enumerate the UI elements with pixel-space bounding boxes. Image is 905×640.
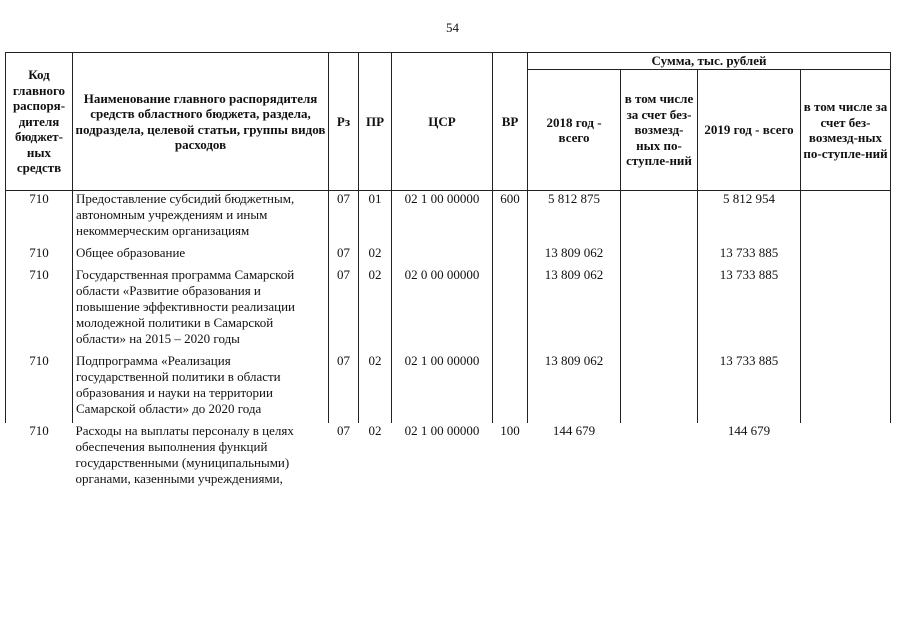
cell-code: 710 [6, 191, 73, 246]
cell-2019-free [801, 267, 891, 353]
cell-pr: 02 [359, 267, 392, 353]
cell-2019-free [801, 423, 891, 493]
cell-name: Общее образование [73, 245, 329, 267]
header-code: Код главного распоря-дителя бюджет-ных средств [6, 53, 73, 191]
cell-2019-total: 13 733 885 [698, 353, 801, 423]
cell-2018-total: 144 679 [552, 423, 596, 438]
header-2019-total: 2019 год - всего [698, 70, 801, 191]
cell-name: Государственная программа Самарской области «Развитие образования и повышение эффективности реализации молодежной политики в Самарской области» на 2015 – 2020 годы [73, 267, 329, 353]
cell-2018-total: 13 809 062 [528, 245, 621, 267]
cell-2019-total: 5 812 954 [698, 191, 801, 246]
page-number: 54 [446, 20, 459, 35]
cell-pr: 01 [359, 191, 392, 246]
header-pr: ПР [359, 53, 392, 191]
header-2018-total: 2018 год - всего [528, 70, 621, 191]
cell-2019-total: 13 733 885 [698, 245, 801, 267]
cell-csr: 02 0 00 00000 [392, 267, 493, 353]
cell-csr: 02 1 00 00000 [404, 423, 480, 438]
cell-2018-free [621, 423, 698, 493]
table-row [6, 191, 891, 246]
cell-2019-total: 144 679 [727, 423, 771, 438]
cell-2018-total: 13 809 062 [528, 267, 621, 353]
cell-code: 710 [6, 353, 73, 423]
cell-rz: 07 [329, 245, 359, 267]
cell-code: 710 [6, 267, 73, 353]
cell-vr [493, 267, 528, 353]
cell-rz: 07 [329, 267, 359, 353]
cell-pr: 02 [359, 245, 392, 267]
cell-name: Расходы на выплаты персоналу в целях обеспечения выполнения функций государственными (муниципальными) органами, казенными учреждениями, [75, 423, 294, 486]
table-row [6, 245, 891, 267]
cell-2018-free [621, 353, 698, 423]
cell-rz: 07 [329, 353, 359, 423]
cell-2019-free [801, 191, 891, 246]
cell-vr [493, 353, 528, 423]
cell-csr: 02 1 00 00000 [392, 191, 493, 246]
table-row [6, 267, 891, 353]
cell-2018-free [621, 245, 698, 267]
cell-2019-total: 13 733 885 [698, 267, 801, 353]
cell-code: 710 [6, 245, 73, 267]
cell-name: Подпрограмма «Реализация государственной политики в области образования и науки на территории Самарской области» до 2020 года [73, 353, 329, 423]
cell-vr [493, 245, 528, 267]
cell-rz: 07 [337, 423, 350, 438]
cell-name: Предоставление субсидий бюджетным, автономным учреждениям и иным некоммерческим организациям [73, 191, 329, 246]
header-csr: ЦСР [392, 53, 493, 191]
header-2018-free: в том числе за счет без-возмезд-ных по-ступле-ний [621, 70, 698, 191]
cell-2018-total: 5 812 875 [528, 191, 621, 246]
cell-2019-free [801, 245, 891, 267]
cell-vr: 600 [493, 191, 528, 246]
cell-csr [392, 245, 493, 267]
cell-2019-free [801, 353, 891, 423]
header-2019-free: в том числе за счет без-возмезд-ных по-ступле-ний [801, 70, 891, 191]
cell-code: 710 [29, 423, 49, 438]
cell-pr: 02 [368, 423, 382, 438]
header-sum-group: Сумма, тыс. рублей [528, 53, 891, 70]
budget-table [5, 52, 891, 493]
cell-pr: 02 [359, 353, 392, 423]
cell-rz: 07 [329, 191, 359, 246]
cell-2018-free [621, 191, 698, 246]
header-name: Наименование главного распорядителя средств областного бюджета, раздела, подраздела, целевой статьи, группы видов расходов [73, 53, 329, 191]
header-rz: Рз [329, 53, 359, 191]
header-vr: ВР [493, 53, 528, 191]
cell-csr: 02 1 00 00000 [392, 353, 493, 423]
cell-2018-total: 13 809 062 [528, 353, 621, 423]
table-row [6, 353, 891, 423]
table-row [6, 423, 891, 493]
cell-vr: 100 [500, 423, 520, 438]
cell-2018-free [621, 267, 698, 353]
